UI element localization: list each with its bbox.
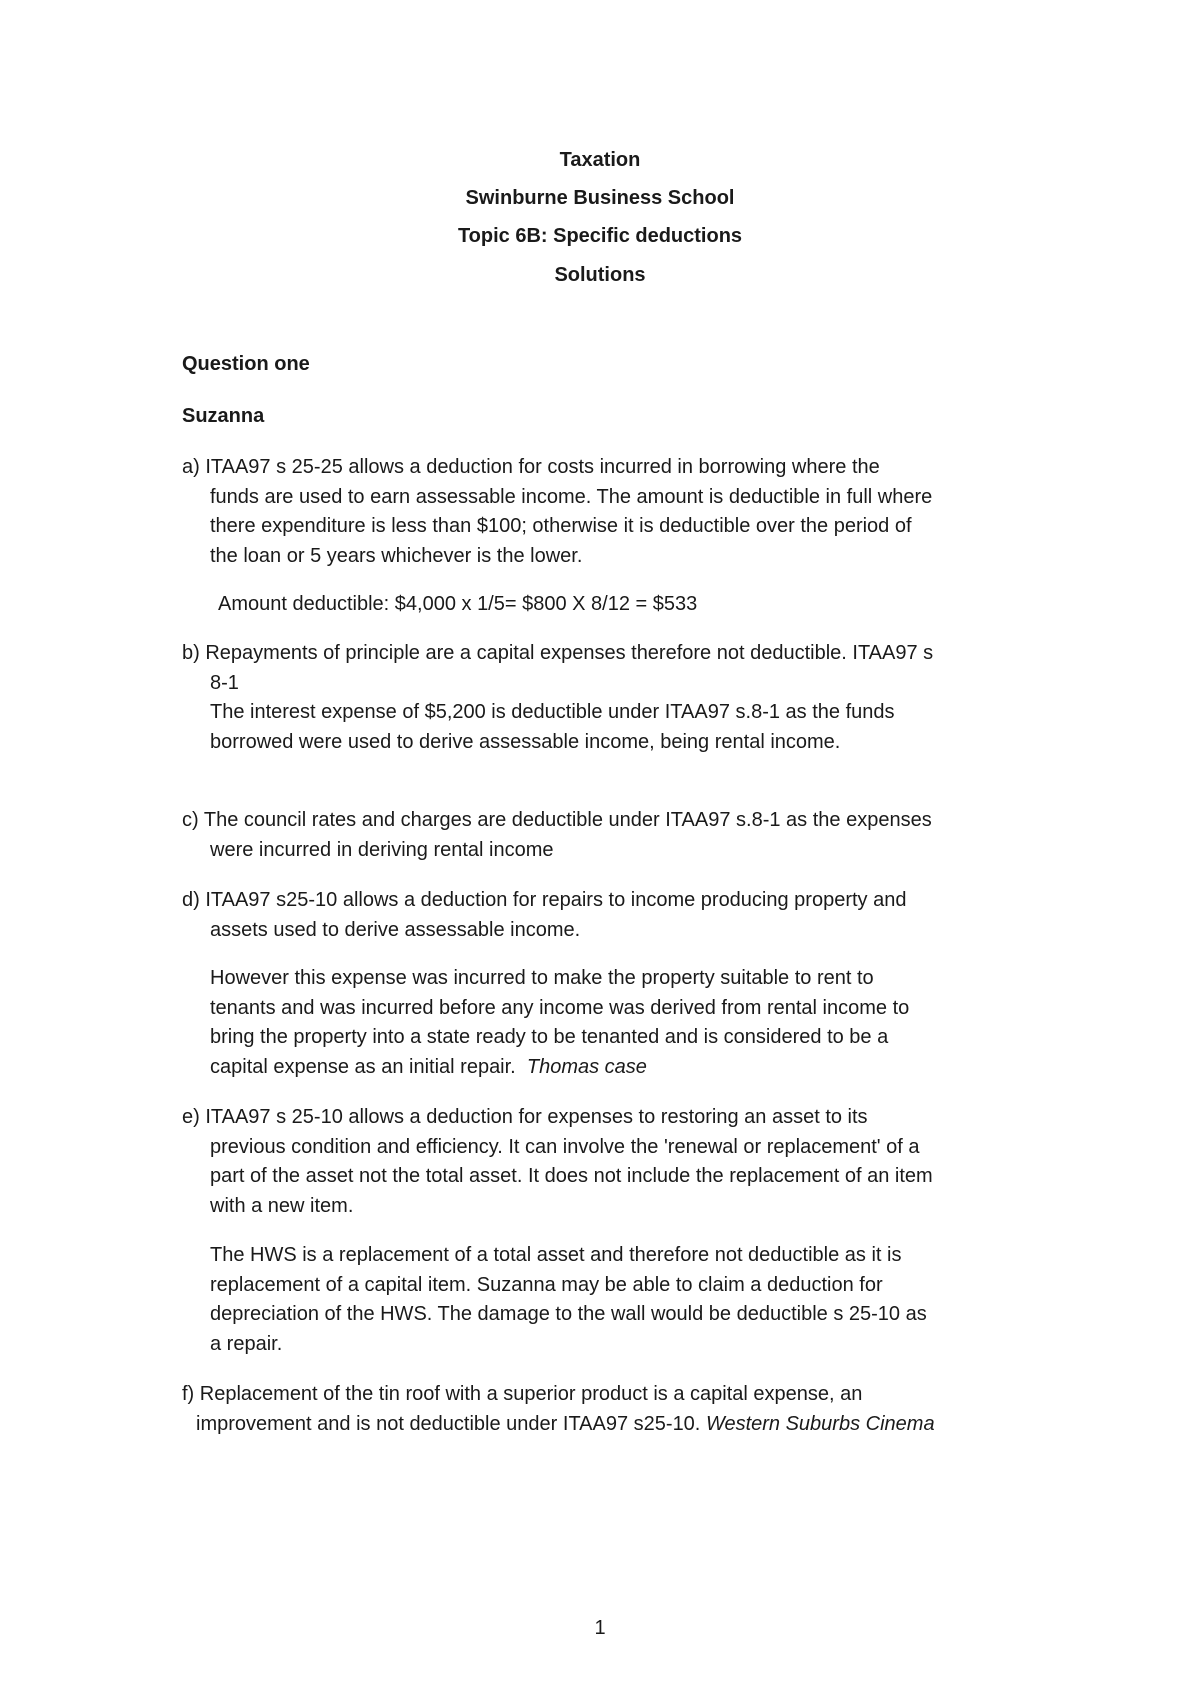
answer-d [182, 886, 906, 945]
answer-d-detail [210, 964, 909, 1082]
answer-a [182, 453, 932, 571]
case-reference: Thomas case [526, 1055, 647, 1078]
answer-e-line: with a new item. [210, 1194, 354, 1217]
answer-e-line: e) ITAA97 s 25-10 allows a deduction for expenses to restoring an asset to its [182, 1106, 868, 1128]
answer-b-line: b) Repayments of principle are a capital expenses therefore not deductible. ITAA97 s [182, 642, 934, 664]
answer-a-calculation: Amount deductible: $4,000 x 1/5= $800 X 8/12 = $533 [218, 593, 698, 615]
answer-b-line: borrowed were used to derive assessable income, being rental income. [210, 730, 841, 753]
answer-b-line: The interest expense of $5,200 is deductible under ITAA97 s.8-1 as the funds [210, 701, 895, 723]
answer-e-line: a repair. [210, 1332, 283, 1355]
case-reference: Western Suburbs Cinema [705, 1412, 935, 1435]
answer-a-line: there expenditure is less than $100; otherwise it is deductible over the period of [210, 515, 912, 537]
school-name: Swinburne Business School [465, 187, 735, 209]
answer-f-line: f) Replacement of the tin roof with a superior product is a capital expense, an [182, 1383, 863, 1405]
answer-e-line: depreciation of the HWS. The damage to the wall would be deductible s 25-10 as [210, 1303, 927, 1325]
document-subtitle: Solutions [554, 264, 646, 286]
answer-f-line2-text: improvement and is not deductible under ITAA97 s25-10. [196, 1412, 701, 1435]
answer-d-line: assets used to derive assessable income. [210, 918, 581, 941]
answer-d-line [210, 1053, 909, 1083]
course-title: Taxation [559, 149, 641, 171]
question-heading: Question one [182, 353, 310, 375]
answer-d-last-line: capital expense as an initial repair. [210, 1055, 516, 1078]
answer-e-detail [210, 1241, 927, 1359]
answer-e-line: replacement of a capital item. Suzanna may be able to claim a deduction for [210, 1273, 883, 1296]
answer-e-line: previous condition and efficiency. It can involve the 'renewal or replacement' of a [210, 1135, 920, 1158]
answer-c-line: were incurred in deriving rental income [210, 838, 554, 861]
answer-e-line: The HWS is a replacement of a total asset and therefore not deductible as it is [210, 1244, 902, 1266]
answer-e [182, 1103, 933, 1221]
answer-e-line: part of the asset not the total asset. It does not include the replacement of an item [210, 1165, 933, 1187]
answer-f [182, 1380, 935, 1439]
answer-d-line: d) ITAA97 s25-10 allows a deduction for repairs to income producing property and [182, 889, 907, 911]
topic-title: Topic 6B: Specific deductions [457, 225, 743, 247]
answer-c [182, 806, 932, 865]
answer-b-line: 8-1 [210, 671, 239, 694]
answer-a-line: funds are used to earn assessable income. The amount is deductible in full where [210, 485, 933, 508]
answer-b [182, 639, 933, 757]
answer-d-line: tenants and was incurred before any income was derived from rental income to [210, 996, 910, 1019]
answer-a-line: a) ITAA97 s 25-25 allows a deduction for costs incurred in borrowing where the [182, 456, 880, 478]
answer-d-line: However this expense was incurred to make the property suitable to rent to [210, 967, 874, 989]
answer-d-line: bring the property into a state ready to be tenanted and is considered to be a [210, 1026, 889, 1048]
person-heading: Suzanna [182, 405, 265, 427]
answer-c-line: c) The council rates and charges are deductible under ITAA97 s.8-1 as the expenses [182, 809, 932, 831]
page-number: 1 [594, 1617, 606, 1639]
answer-f-line [182, 1410, 935, 1440]
answer-a-line: the loan or 5 years whichever is the lower. [210, 544, 583, 567]
